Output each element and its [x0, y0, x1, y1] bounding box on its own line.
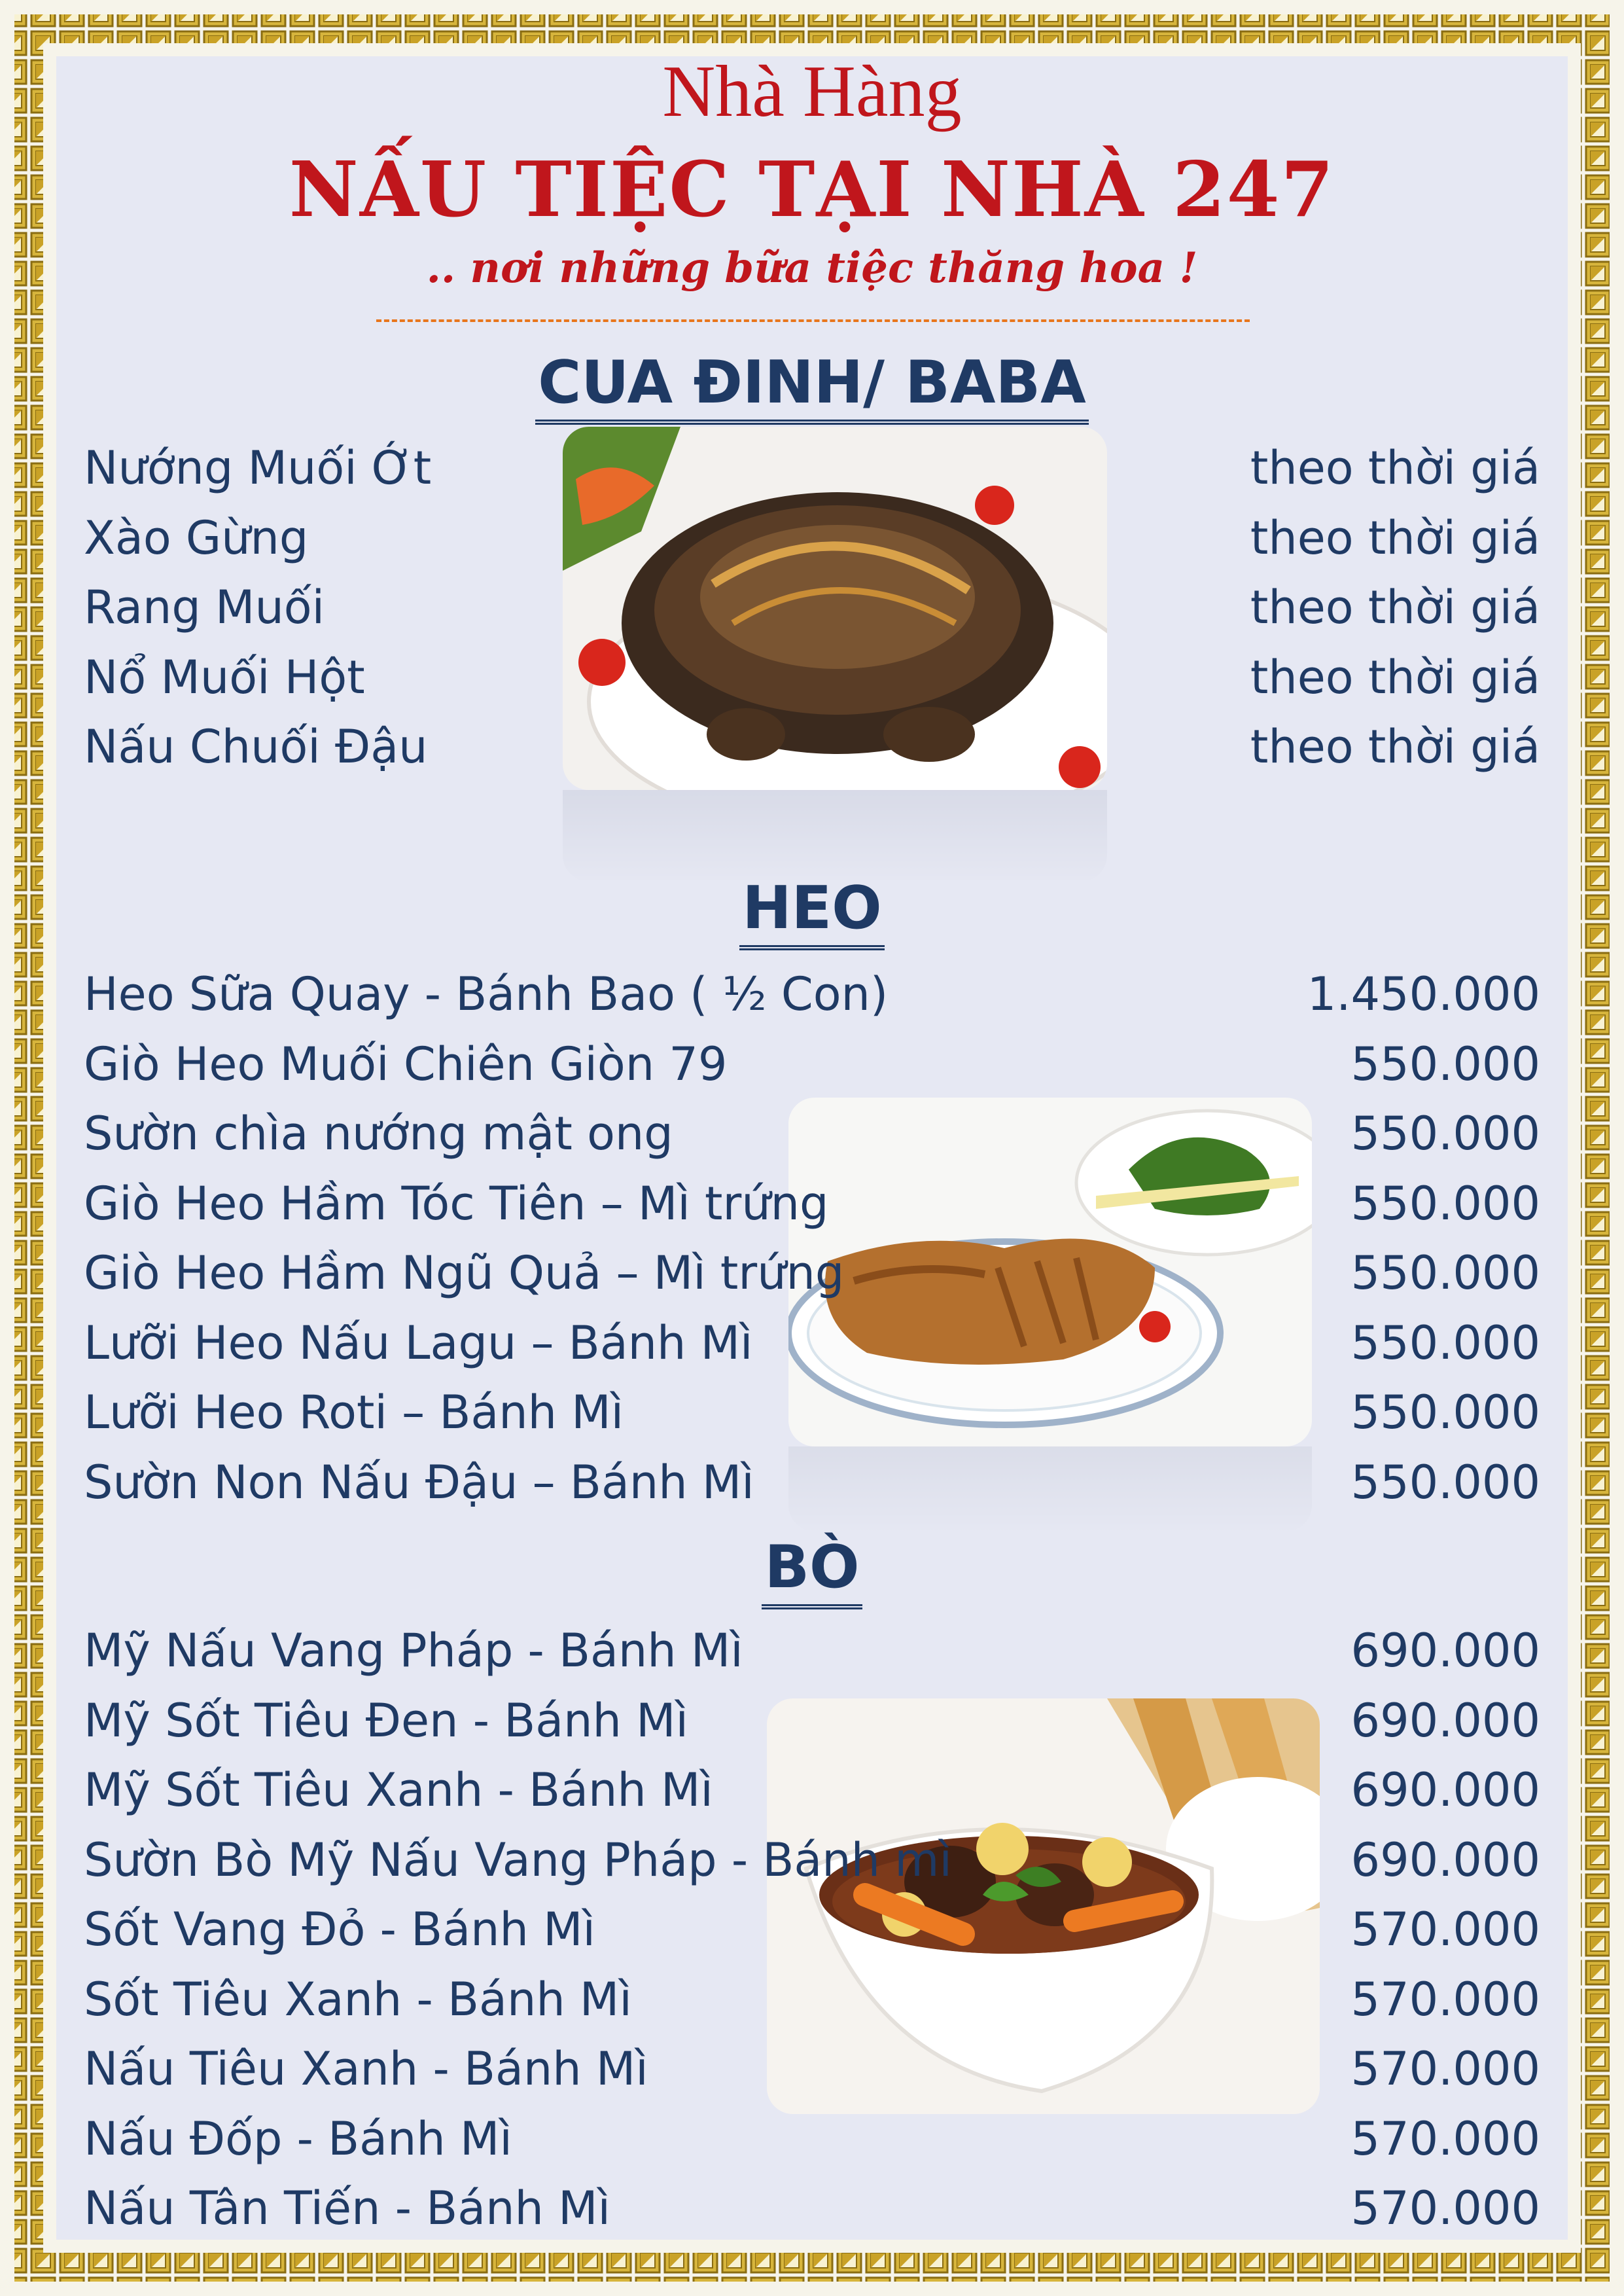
- item-price: 550.000: [1350, 1455, 1540, 1509]
- item-price: 570.000: [1350, 2181, 1540, 2235]
- menu-item: [84, 433, 1540, 503]
- menu-item: [84, 1308, 1540, 1378]
- menu-item: [84, 643, 1540, 713]
- item-price: theo thời giá: [1250, 511, 1540, 565]
- item-price: theo thời giá: [1250, 720, 1540, 774]
- item-name: Giò Heo Hầm Tóc Tiên – Mì trứng: [84, 1176, 829, 1230]
- item-name: Sốt Vang Đỏ - Bánh Mì: [84, 1903, 595, 1956]
- menu-item: [84, 1378, 1540, 1448]
- menu-item: [84, 1686, 1540, 1756]
- menu-item: [84, 2104, 1540, 2174]
- menu-item: [84, 1238, 1540, 1308]
- section-heading-bo: [0, 1535, 1624, 1609]
- item-price: 690.000: [1350, 1624, 1540, 1677]
- item-name: Giò Heo Muối Chiên Giòn 79: [84, 1037, 728, 1091]
- item-price: theo thời giá: [1250, 441, 1540, 495]
- menu-list-heo: [84, 960, 1540, 1517]
- menu-list-bo: [84, 1616, 1540, 2244]
- menu-item: [84, 712, 1540, 782]
- menu-item: [84, 1448, 1540, 1518]
- item-name: Heo Sữa Quay - Bánh Bao ( ½ Con): [84, 967, 889, 1021]
- menu-item: [84, 1825, 1540, 1895]
- item-name: Rang Muối: [84, 581, 325, 634]
- item-name: Nấu Đốp - Bánh Mì: [84, 2111, 512, 2166]
- menu-item: [84, 960, 1540, 1030]
- item-name: Nấu Tân Tiến - Bánh Mì: [84, 2181, 610, 2235]
- item-price: 570.000: [1350, 1903, 1540, 1956]
- menu-item: [84, 1616, 1540, 1686]
- menu-item: [84, 1755, 1540, 1825]
- header-divider: [376, 319, 1250, 322]
- slogan: .. nơi những bữa tiệc thăng hoa !: [426, 243, 1198, 293]
- item-name: Mỹ Sốt Tiêu Đen - Bánh Mì: [84, 1693, 688, 1748]
- menu-list-cua-dinh: [84, 433, 1540, 782]
- section-heading-cua-dinh: [0, 350, 1624, 425]
- item-name: Nấu Chuối Đậu: [84, 720, 428, 774]
- turtle-dish-reflection: [563, 790, 1107, 882]
- item-price: 550.000: [1350, 1316, 1540, 1370]
- restaurant-name: NẤU TIỆC TẠI NHÀ 247: [289, 145, 1335, 234]
- item-price: 690.000: [1350, 1763, 1540, 1817]
- menu-item: [84, 1169, 1540, 1239]
- menu-item: [84, 2174, 1540, 2244]
- item-price: 570.000: [1350, 2042, 1540, 2096]
- section-title: HEO: [739, 876, 884, 950]
- item-name: Mỹ Sốt Tiêu Xanh - Bánh Mì: [84, 1763, 713, 1817]
- item-price: 690.000: [1350, 1693, 1540, 1748]
- item-price: theo thời giá: [1250, 581, 1540, 634]
- item-name: Lưỡi Heo Nấu Lagu – Bánh Mì: [84, 1316, 753, 1370]
- item-name: Sườn Non Nấu Đậu – Bánh Mì: [84, 1455, 754, 1509]
- item-price: theo thời giá: [1250, 650, 1540, 704]
- item-name: Sườn chìa nướng mật ong: [84, 1107, 673, 1160]
- item-name: Nướng Muối Ớt: [84, 441, 432, 495]
- menu-item: [84, 573, 1540, 643]
- menu-item: [84, 503, 1540, 573]
- menu-item: [84, 2034, 1540, 2104]
- item-price: 690.000: [1350, 1833, 1540, 1887]
- menu-item: [84, 1895, 1540, 1965]
- item-price: 550.000: [1350, 1037, 1540, 1091]
- item-name: Mỹ Nấu Vang Pháp - Bánh Mì: [84, 1624, 743, 1677]
- section-title: CUA ĐINH/ BABA: [535, 350, 1089, 425]
- item-price: 550.000: [1350, 1176, 1540, 1230]
- item-price: 550.000: [1350, 1107, 1540, 1160]
- item-name: Lưỡi Heo Roti – Bánh Mì: [84, 1386, 624, 1439]
- menu-item: [84, 1099, 1540, 1169]
- item-name: Sốt Tiêu Xanh - Bánh Mì: [84, 1972, 632, 2026]
- restaurant-label: Nhà Hàng: [662, 51, 962, 132]
- item-name: Xào Gừng: [84, 511, 309, 565]
- section-heading-heo: [0, 876, 1624, 950]
- item-name: Giò Heo Hầm Ngũ Quả – Mì trứng: [84, 1246, 845, 1300]
- item-name: Nổ Muối Hột: [84, 650, 365, 704]
- menu-item: [84, 1965, 1540, 2035]
- item-price: 570.000: [1350, 1972, 1540, 2026]
- item-price: 1.450.000: [1307, 967, 1540, 1021]
- section-title: BÒ: [762, 1535, 862, 1609]
- menu-item: [84, 1030, 1540, 1100]
- item-price: 550.000: [1350, 1246, 1540, 1300]
- item-name: Sườn Bò Mỹ Nấu Vang Pháp - Bánh mì: [84, 1833, 952, 1887]
- item-price: 570.000: [1350, 2111, 1540, 2166]
- item-price: 550.000: [1350, 1386, 1540, 1439]
- item-name: Nấu Tiêu Xanh - Bánh Mì: [84, 2042, 648, 2096]
